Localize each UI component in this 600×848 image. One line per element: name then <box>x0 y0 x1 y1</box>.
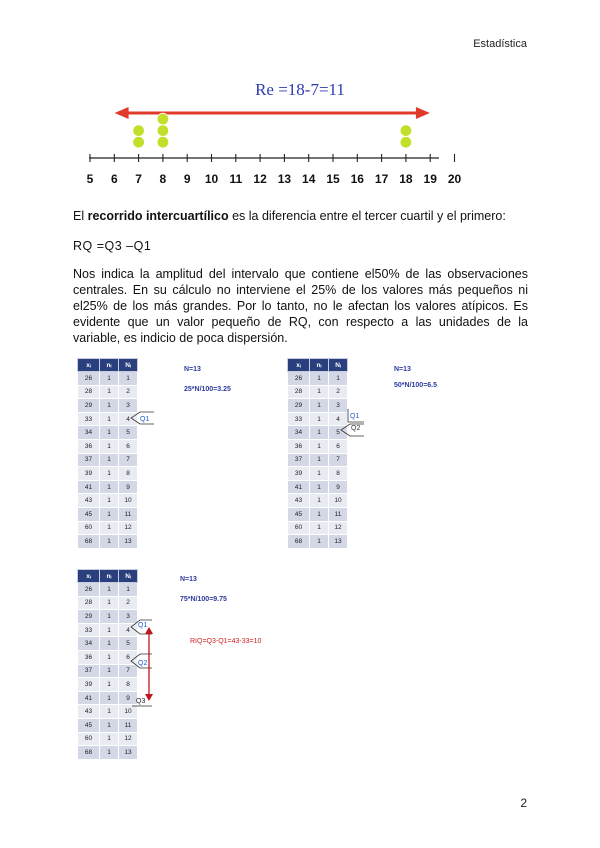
cell-ni: 1 <box>310 372 329 386</box>
cell-Ni: 11 <box>119 718 138 732</box>
cell-Ni: 2 <box>119 596 138 610</box>
cell-ni: 1 <box>100 494 119 508</box>
data-dot <box>157 125 169 137</box>
table-row <box>78 467 138 481</box>
cell-ni: 1 <box>100 583 119 597</box>
table-row <box>78 426 138 440</box>
p1-after: es la diferencia entre el tercer cuartil y el primero: <box>228 209 506 223</box>
cell-ni: 1 <box>100 623 119 637</box>
header-ni: nᵢ <box>100 570 119 583</box>
data-dot <box>400 125 412 137</box>
cell-ni: 1 <box>310 399 329 413</box>
table-row <box>78 732 138 746</box>
table-row <box>288 439 348 453</box>
header-xi: xᵢ <box>78 359 100 372</box>
cell-ni: 1 <box>310 535 329 549</box>
cell-ni: 1 <box>310 494 329 508</box>
table-row <box>78 583 138 597</box>
axis-tick-label: 15 <box>326 172 340 186</box>
cell-ni: 1 <box>100 467 119 481</box>
cell-Ni: 12 <box>119 732 138 746</box>
header-xi: xᵢ <box>78 570 100 583</box>
cell-Ni: 3 <box>329 399 348 413</box>
table-row <box>288 480 348 494</box>
riq-arrow-head-bottom <box>145 694 153 701</box>
table3-q2-label: Q2 <box>138 660 148 667</box>
axis-tick-label: 9 <box>183 172 191 186</box>
data-dot <box>133 125 145 137</box>
axis-tick-label: 10 <box>204 172 219 186</box>
cell-ni: 1 <box>100 412 119 426</box>
axis-tick-label: 16 <box>350 172 364 186</box>
cell-xi: 43 <box>78 494 100 508</box>
cell-ni: 1 <box>100 453 119 467</box>
cell-xi: 26 <box>78 583 100 597</box>
table2-q2-label: Q2 <box>351 425 361 432</box>
cell-xi: 34 <box>78 426 100 440</box>
table-row <box>78 480 138 494</box>
cell-Ni: 8 <box>119 467 138 481</box>
cell-Ni: 11 <box>329 507 348 521</box>
axis-tick-label: 11 <box>229 172 243 186</box>
table-row <box>288 494 348 508</box>
cell-xi: 45 <box>78 718 100 732</box>
cell-Ni: 8 <box>329 467 348 481</box>
cell-ni: 1 <box>310 453 329 467</box>
cell-xi: 33 <box>78 412 100 426</box>
cell-Ni: 6 <box>329 439 348 453</box>
cell-ni: 1 <box>100 535 119 549</box>
cell-Ni: 10 <box>119 494 138 508</box>
cell-xi: 34 <box>78 637 100 651</box>
cell-xi: 60 <box>288 521 310 535</box>
cell-Ni: 7 <box>329 453 348 467</box>
cell-xi: 36 <box>78 650 100 664</box>
header-xi: xᵢ <box>288 359 310 372</box>
cell-Ni: 1 <box>119 372 138 386</box>
cell-xi: 37 <box>78 453 100 467</box>
cell-ni: 1 <box>100 637 119 651</box>
table3-pointers <box>128 618 168 718</box>
axis-tick-label: 13 <box>277 172 292 186</box>
table-row <box>78 521 138 535</box>
table-row <box>288 507 348 521</box>
table2-note-n: N=13 <box>394 366 411 373</box>
cell-xi: 33 <box>78 623 100 637</box>
data-dot <box>157 136 169 148</box>
cell-ni: 1 <box>310 480 329 494</box>
cell-Ni: 2 <box>329 385 348 399</box>
cell-xi: 28 <box>78 385 100 399</box>
cell-ni: 1 <box>100 678 119 692</box>
table3-note-n: N=13 <box>180 576 197 583</box>
page-number: 2 <box>520 796 527 810</box>
cell-xi: 26 <box>78 372 100 386</box>
cell-xi: 28 <box>288 385 310 399</box>
header-Ni: Nᵢ <box>329 359 348 372</box>
cell-ni: 1 <box>100 480 119 494</box>
cell-Ni: 8 <box>119 678 138 692</box>
header-Ni: Nᵢ <box>119 570 138 583</box>
table-row <box>288 453 348 467</box>
cell-xi: 68 <box>78 746 100 760</box>
cell-xi: 26 <box>288 372 310 386</box>
data-dot <box>400 136 412 148</box>
paragraph-explanation: Nos indica la amplitud del intervalo que contiene el50% de las observaciones centrales. En su cálculo no interviene el 25% de los valores más pequeños ni el25% de los más grandes. Por lo tanto, no le afectan los valores atípicos. Es evidente que un valor pequeño de RQ, con respecto a las unidades de la variable, es indicio de poca dispersión. <box>73 267 528 345</box>
cell-xi: 41 <box>288 480 310 494</box>
cell-Ni: 9 <box>119 691 138 705</box>
cell-xi: 29 <box>288 399 310 413</box>
cell-xi: 36 <box>78 439 100 453</box>
cell-ni: 1 <box>310 385 329 399</box>
cell-xi: 29 <box>78 610 100 624</box>
table-row <box>78 718 138 732</box>
cell-Ni: 12 <box>119 521 138 535</box>
table-row <box>78 746 138 760</box>
range-chart-title: Re =18-7=11 <box>255 80 345 99</box>
axis-tick-label: 19 <box>423 172 437 186</box>
table-row <box>78 385 138 399</box>
table2-q1-label: Q1 <box>350 413 360 420</box>
page-header: Estadística <box>473 38 527 50</box>
table-row <box>78 494 138 508</box>
table1-note-n: N=13 <box>184 366 201 373</box>
range-arrow-head-left <box>115 107 129 119</box>
cell-Ni: 7 <box>119 664 138 678</box>
cell-Ni: 13 <box>119 746 138 760</box>
table1-q1-label: Q1 <box>140 416 150 423</box>
cell-ni: 1 <box>100 521 119 535</box>
cell-Ni: 4 <box>119 412 138 426</box>
cell-Ni: 10 <box>329 494 348 508</box>
cell-Ni: 10 <box>119 705 138 719</box>
cell-Ni: 6 <box>119 439 138 453</box>
header-Ni: Nᵢ <box>119 359 138 372</box>
table-row <box>78 596 138 610</box>
axis-tick-label: 12 <box>253 172 267 186</box>
frequency-table-1 <box>77 358 138 549</box>
axis-tick-label: 8 <box>159 172 167 186</box>
cell-Ni: 12 <box>329 521 348 535</box>
cell-ni: 1 <box>100 426 119 440</box>
cell-Ni: 7 <box>119 453 138 467</box>
table-row <box>288 372 348 386</box>
paragraph-definition <box>73 208 528 224</box>
table3-q1-label: Q1 <box>138 622 148 629</box>
formula-rq: RQ =Q3 –Q1 <box>73 239 152 253</box>
cell-xi: 41 <box>78 691 100 705</box>
cell-xi: 28 <box>78 596 100 610</box>
range-arrow-head-right <box>416 107 430 119</box>
cell-xi: 45 <box>288 507 310 521</box>
table-row <box>78 507 138 521</box>
cell-ni: 1 <box>100 746 119 760</box>
axis-tick-label: 18 <box>399 172 413 186</box>
table-row <box>288 385 348 399</box>
cell-Ni: 2 <box>119 385 138 399</box>
axis-tick-label: 14 <box>302 172 316 186</box>
cell-xi: 60 <box>78 732 100 746</box>
axis-tick-label: 17 <box>374 172 389 186</box>
cell-xi: 37 <box>78 664 100 678</box>
cell-xi: 39 <box>78 678 100 692</box>
cell-xi: 33 <box>288 412 310 426</box>
table-row <box>288 399 348 413</box>
cell-ni: 1 <box>100 705 119 719</box>
cell-xi: 39 <box>288 467 310 481</box>
cell-ni: 1 <box>100 610 119 624</box>
table1-note-calc: 25*N/100=3.25 <box>184 386 231 393</box>
table-row <box>78 439 138 453</box>
cell-ni: 1 <box>310 521 329 535</box>
cell-ni: 1 <box>100 732 119 746</box>
table3-q3-label: Q3 <box>136 698 146 705</box>
cell-ni: 1 <box>100 718 119 732</box>
cell-ni: 1 <box>100 385 119 399</box>
cell-Ni: 1 <box>119 583 138 597</box>
cell-xi: 39 <box>78 467 100 481</box>
cell-xi: 68 <box>78 535 100 549</box>
cell-Ni: 3 <box>119 610 138 624</box>
cell-ni: 1 <box>100 399 119 413</box>
cell-Ni: 3 <box>119 399 138 413</box>
header-ni: nᵢ <box>310 359 329 372</box>
cell-Ni: 13 <box>119 535 138 549</box>
axis-tick-label: 5 <box>86 172 94 186</box>
cell-xi: 60 <box>78 521 100 535</box>
cell-Ni: 6 <box>119 650 138 664</box>
cell-xi: 34 <box>288 426 310 440</box>
frequency-table-2 <box>287 358 348 549</box>
p1-before: El <box>73 209 88 223</box>
cell-Ni: 5 <box>119 637 138 651</box>
cell-xi: 68 <box>288 535 310 549</box>
cell-ni: 1 <box>100 691 119 705</box>
cell-xi: 43 <box>288 494 310 508</box>
cell-xi: 37 <box>288 453 310 467</box>
table3-note-calc: 75*N/100=9.75 <box>180 596 227 603</box>
cell-ni: 1 <box>310 439 329 453</box>
cell-xi: 36 <box>288 439 310 453</box>
cell-ni: 1 <box>100 650 119 664</box>
cell-Ni: 9 <box>329 480 348 494</box>
cell-Ni: 11 <box>119 507 138 521</box>
table-row <box>288 521 348 535</box>
cell-xi: 41 <box>78 480 100 494</box>
cell-Ni: 1 <box>329 372 348 386</box>
cell-xi: 45 <box>78 507 100 521</box>
axis-tick-label: 6 <box>110 172 118 186</box>
data-dot <box>133 136 145 148</box>
cell-Ni: 13 <box>329 535 348 549</box>
cell-ni: 1 <box>310 426 329 440</box>
cell-xi: 43 <box>78 705 100 719</box>
cell-Ni: 4 <box>329 412 348 426</box>
table2-note-calc: 50*N/100=6.5 <box>394 382 438 389</box>
p1-bold-term: recorrido intercuartílico <box>87 209 229 223</box>
cell-ni: 1 <box>310 467 329 481</box>
number-line-labels <box>87 172 462 186</box>
cell-ni: 1 <box>100 664 119 678</box>
cell-ni: 1 <box>310 507 329 521</box>
cell-ni: 1 <box>310 412 329 426</box>
table3-riq-note: RIQ=Q3-Q1=43-33=10 <box>190 638 262 645</box>
cell-Ni: 5 <box>329 426 348 440</box>
cell-ni: 1 <box>100 507 119 521</box>
axis-tick-label: 20 <box>447 172 462 186</box>
table-row <box>78 372 138 386</box>
cell-Ni: 5 <box>119 426 138 440</box>
data-dot <box>157 113 169 125</box>
dot-stacks <box>133 113 412 148</box>
table-row <box>288 535 348 549</box>
cell-Ni: 9 <box>119 480 138 494</box>
range-chart <box>0 0 600 200</box>
table-row <box>78 535 138 549</box>
cell-ni: 1 <box>100 439 119 453</box>
table-row <box>288 467 348 481</box>
table-row <box>78 453 138 467</box>
cell-Ni: 4 <box>119 623 138 637</box>
cell-xi: 29 <box>78 399 100 413</box>
cell-ni: 1 <box>100 372 119 386</box>
header-ni: nᵢ <box>100 359 119 372</box>
axis-tick-label: 7 <box>135 172 142 186</box>
cell-ni: 1 <box>100 596 119 610</box>
